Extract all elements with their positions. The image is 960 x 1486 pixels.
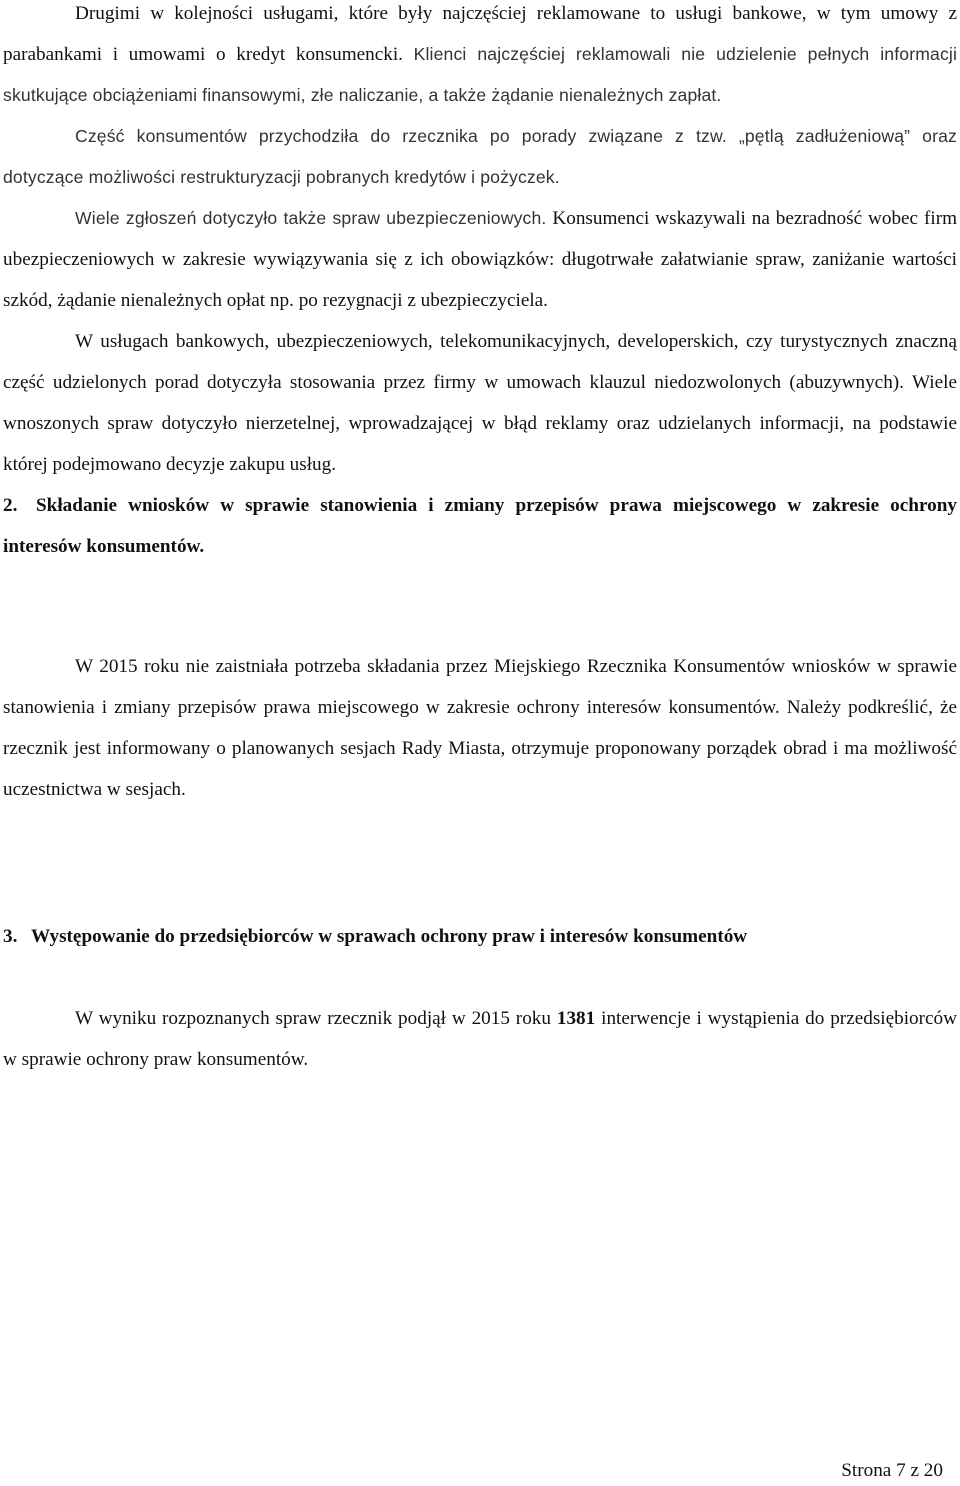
paragraph-banking-details: Klienci najczęściej reklamowali nie udzielenie pełnych informacji skutkujące obciążeniami finansowymi, złe naliczanie, a także żądanie nienależnych zapłat. xyxy=(3,44,958,105)
section-2-paragraph: W 2015 roku nie zaistniała potrzeba składania przez Miejskiego Rzecznika Konsumentów wniosków w sprawie stanowienia i zmiany przepisów prawa miejscowego w zakresie ochrony interesów konsumentów. Należy podkreślić, że rzecznik jest informowany o planowanych sesjach Rady Miasta, otrzymuje proponowany porządek obrad i ma możliwość uczestnictwa w sesjach. xyxy=(3,656,957,800)
interventions-count: 1381 xyxy=(556,1008,596,1029)
section-3-paragraph xyxy=(3,998,957,1080)
section-2-number: 2. xyxy=(3,495,18,516)
section-3-heading xyxy=(3,916,957,957)
paragraph-insurance-lead: Wiele zgłoszeń dotyczyło także spraw ubezpieczeniowych. xyxy=(75,208,547,228)
document-page xyxy=(3,0,957,1080)
paragraph-abusive-clauses: W usługach bankowych, ubezpieczeniowych, telekomunikacyjnych, developerskich, czy turystycznych znaczną część udzielonych porad dotyczyła stosowania przez firmy w umowach klauzul niedozwolonych (abuzywnych). Wiele wnoszonych spraw dotyczyło nierzetelnej, wprowadzającej w błąd reklamy oraz udzielanych informacji, na podstawie której podejmowano decyzje zakupu usług. xyxy=(3,331,957,475)
paragraph-banking-complaints xyxy=(3,0,957,116)
section-3-title: Występowanie do przedsiębiorców w sprawach ochrony praw i interesów konsumentów xyxy=(31,926,748,947)
paragraph-banking-text: Drugimi w kolejności usługami, które były najczęściej reklamowane to usługi bankowe, w tym umowy z parabankami i umowami o kredyt konsumencki. xyxy=(3,3,957,65)
section-3-text-before: W wyniku rozpoznanych spraw rzecznik podjął w 2015 roku xyxy=(75,1008,551,1029)
paragraph-insurance xyxy=(3,198,957,321)
section-2-title: Składanie wniosków w sprawie stanowienia i zmiany przepisów prawa miejscowego w zakresie ochrony interesów konsumentów. xyxy=(3,495,957,557)
paragraph-insurance-details: Konsumenci wskazywali na bezradność wobec firm ubezpieczeniowych w zakresie wywiązywania się z ich obowiązków: długotrwałe załatwianie spraw, zaniżanie wartości szkód, żądanie nienależnych opłat np. po rezygnacji z ubezpieczyciela. xyxy=(3,208,958,311)
paragraph-debt-loop: Część konsumentów przychodziła do rzecznika po porady związane z tzw. „pętlą zadłużeniową” oraz dotyczące możliwości restrukturyzacji pobranych kredytów i pożyczek. xyxy=(3,126,957,187)
section-3-number: 3. xyxy=(3,926,18,947)
section-2-heading xyxy=(3,485,957,567)
section-3-text-after: interwencje i wystąpienia do przedsiębiorców w sprawie ochrony praw konsumentów. xyxy=(3,1008,958,1070)
page-number-footer: Strona 7 z 20 xyxy=(841,1460,943,1481)
